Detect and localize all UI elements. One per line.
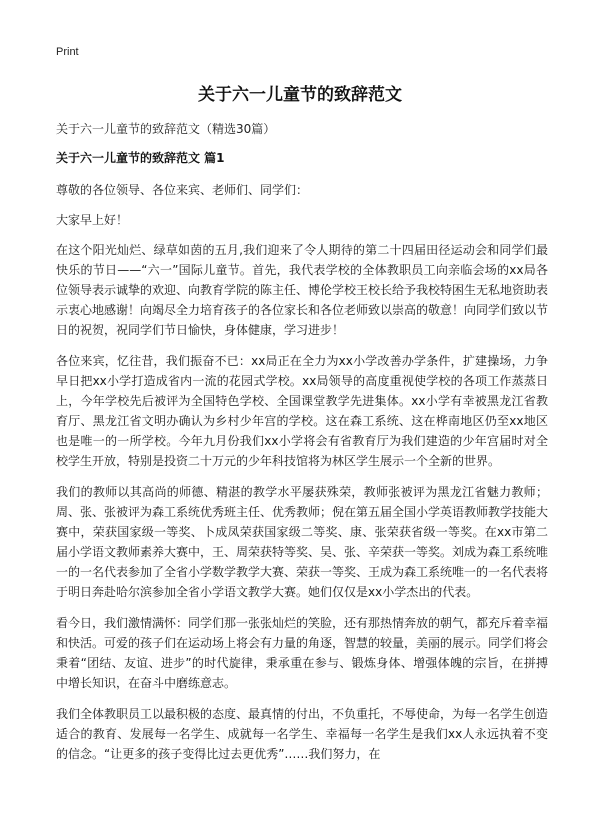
print-link[interactable]: Print bbox=[56, 46, 79, 58]
document-title: 关于六一儿童节的致辞范文 bbox=[198, 85, 402, 105]
document-subtitle: 关于六一儿童节的致辞范文（精选30篇） bbox=[56, 122, 276, 136]
paragraph-commitment: 我们全体教职员工以最积极的态度、最真情的付出，不负重托，不辱使命，为每一名学生创造适合的教育、发展每一名学生、成就每一名学生、幸福每一名学生是我们xx人永远执着不变的信念。“让更多的孩子变得比过去更优秀”……我们努力，在 bbox=[56, 707, 549, 761]
paragraph-teacher-honors: 我们的教师以其高尚的师德、精湛的教学水平屡获殊荣，教师张被评为黑龙江省魅力教师；周、张、张被评为森工系统优秀班主任、优秀教师；倪在第五届全国小学英语教师教学技能大赛中，荣获国家级一等奖、卜成凤荣获国家级二等奖、康、张荣获省级一等奖。在xx市第二届小学语文教师素养大赛中，王、周荣获特等奖、吴、张、辛荣获一等奖。刘成为森工系统唯一的一名代表参加了全省小学数学教学大赛、荣获一等奖、王成为森工系统唯一的一名代表将于明日奔赴哈尔滨参加全省小学语文教学大赛。她们仅仅是xx小学杰出的代表。 bbox=[56, 485, 549, 599]
document-body bbox=[56, 180, 548, 775]
section-heading: 关于六一儿童节的致辞范文 篇1 bbox=[56, 151, 225, 165]
paragraph-today: 看今日，我们激情满怀：同学们那一张张灿烂的笑脸，还有那热情奔放的朝气，都充斥着幸福和快活。可爱的孩子们在运动场上将会有力量的角逐，智慧的较量，美丽的展示。同学们将会秉着“团结、友谊、进步”的时代旋律，秉承重在参与、锻炼身体、增强体魄的宗旨，在拼搏中增长知识，在奋斗中磨练意志。 bbox=[56, 616, 549, 690]
paragraph-opening: 在这个阳光灿烂、绿草如茵的五月,我们迎来了令人期待的第二十四届田径运动会和同学们最快乐的节日——“六一”国际儿童节。首先，我代表学校的全体教职员工向亲临会场的xx局各位领导表示诚挚的欢迎、向教育学院的陈主任、博伦学校王校长给予我校特困生无私地资助表示衷心地感谢！向竭尽全力培育孩子的各位家长和各位老师致以崇高的敬意！向同学们致以节日的祝贺，祝同学们节日愉快，身体健康，学习进步！ bbox=[56, 243, 549, 337]
paragraph-school-achievements: 各位来宾，忆往昔，我们振奋不已：xx局正在全力为xx小学改善办学条件，扩建操场，力争早日把xx小学打造成省内一流的花园式学校。xx局领导的高度重视使学校的各项工作蒸蒸日上，今年学校先后被评为全国特色学校、全国课堂教学先进集体。xx小学有幸被黑龙江省教育厅、黑龙江省文明办确认为乡村少年宫的学校。这在森工系统、这在桦南地区仍至xx地区也是唯一的一所学校。今年九月份我们xx小学将会有省教育厅为我们建造的少年宫届时对全校学生开放，特别是投资二十万元的少年科技馆将为林区学生展示一个全新的世界。 bbox=[56, 354, 548, 468]
paragraph-greeting: 大家早上好！ bbox=[56, 213, 129, 227]
paragraph-salutation: 尊敬的各位领导、各位来宾、老师们、同学们： bbox=[56, 183, 309, 197]
